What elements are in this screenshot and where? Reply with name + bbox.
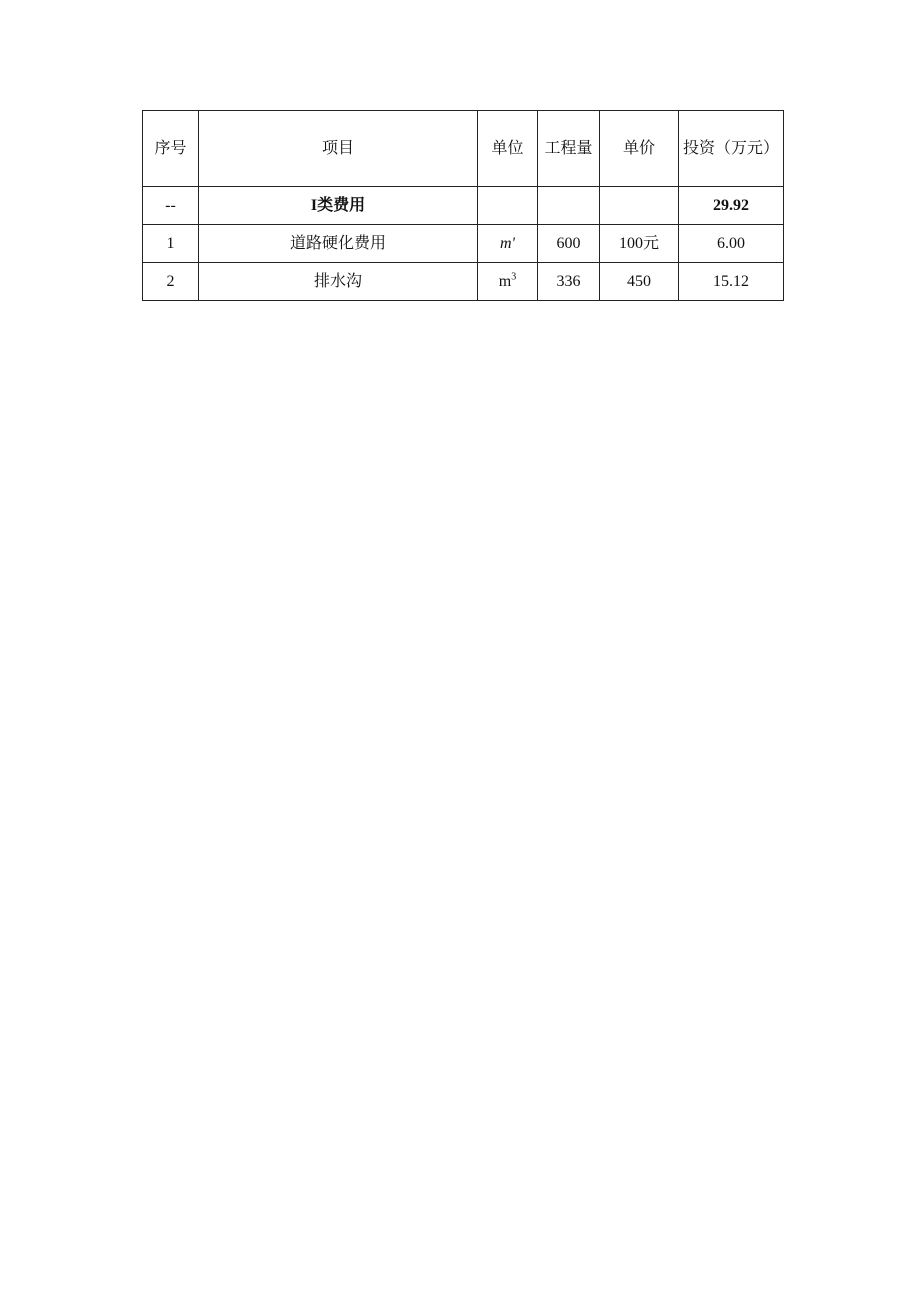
cell-investment: 29.92 bbox=[679, 187, 784, 225]
header-quantity: 工程量 bbox=[538, 111, 600, 187]
header-index: 序号 bbox=[143, 111, 199, 187]
cell-unit-price: 100元 bbox=[600, 225, 679, 263]
table-header-row bbox=[143, 111, 784, 187]
cell-item: 道路硬化费用 bbox=[199, 225, 478, 263]
cell-item: 排水沟 bbox=[199, 263, 478, 301]
unit-base: m bbox=[498, 272, 512, 290]
header-unit-price: 单价 bbox=[600, 111, 679, 187]
cell-quantity: 600 bbox=[538, 225, 600, 263]
table-row bbox=[143, 263, 784, 301]
cell-quantity bbox=[538, 187, 600, 225]
investment-cost-table bbox=[142, 110, 784, 301]
table-row-category bbox=[143, 187, 784, 225]
cell-unit-price bbox=[600, 187, 679, 225]
cell-index: 1 bbox=[143, 225, 199, 263]
cell-unit-price: 450 bbox=[600, 263, 679, 301]
cell-quantity: 336 bbox=[538, 263, 600, 301]
cell-investment: 15.12 bbox=[679, 263, 784, 301]
cell-unit bbox=[478, 187, 538, 225]
cell-item: I类费用 bbox=[199, 187, 478, 225]
cell-unit bbox=[478, 263, 538, 301]
unit-superscript: 3 bbox=[511, 271, 517, 283]
cell-index: -- bbox=[143, 187, 199, 225]
table-row bbox=[143, 225, 784, 263]
header-investment: 投资（万元） bbox=[679, 111, 784, 187]
header-item: 项目 bbox=[199, 111, 478, 187]
cell-unit: m' bbox=[478, 225, 538, 263]
cell-index: 2 bbox=[143, 263, 199, 301]
header-unit: 单位 bbox=[478, 111, 538, 187]
cell-investment: 6.00 bbox=[679, 225, 784, 263]
